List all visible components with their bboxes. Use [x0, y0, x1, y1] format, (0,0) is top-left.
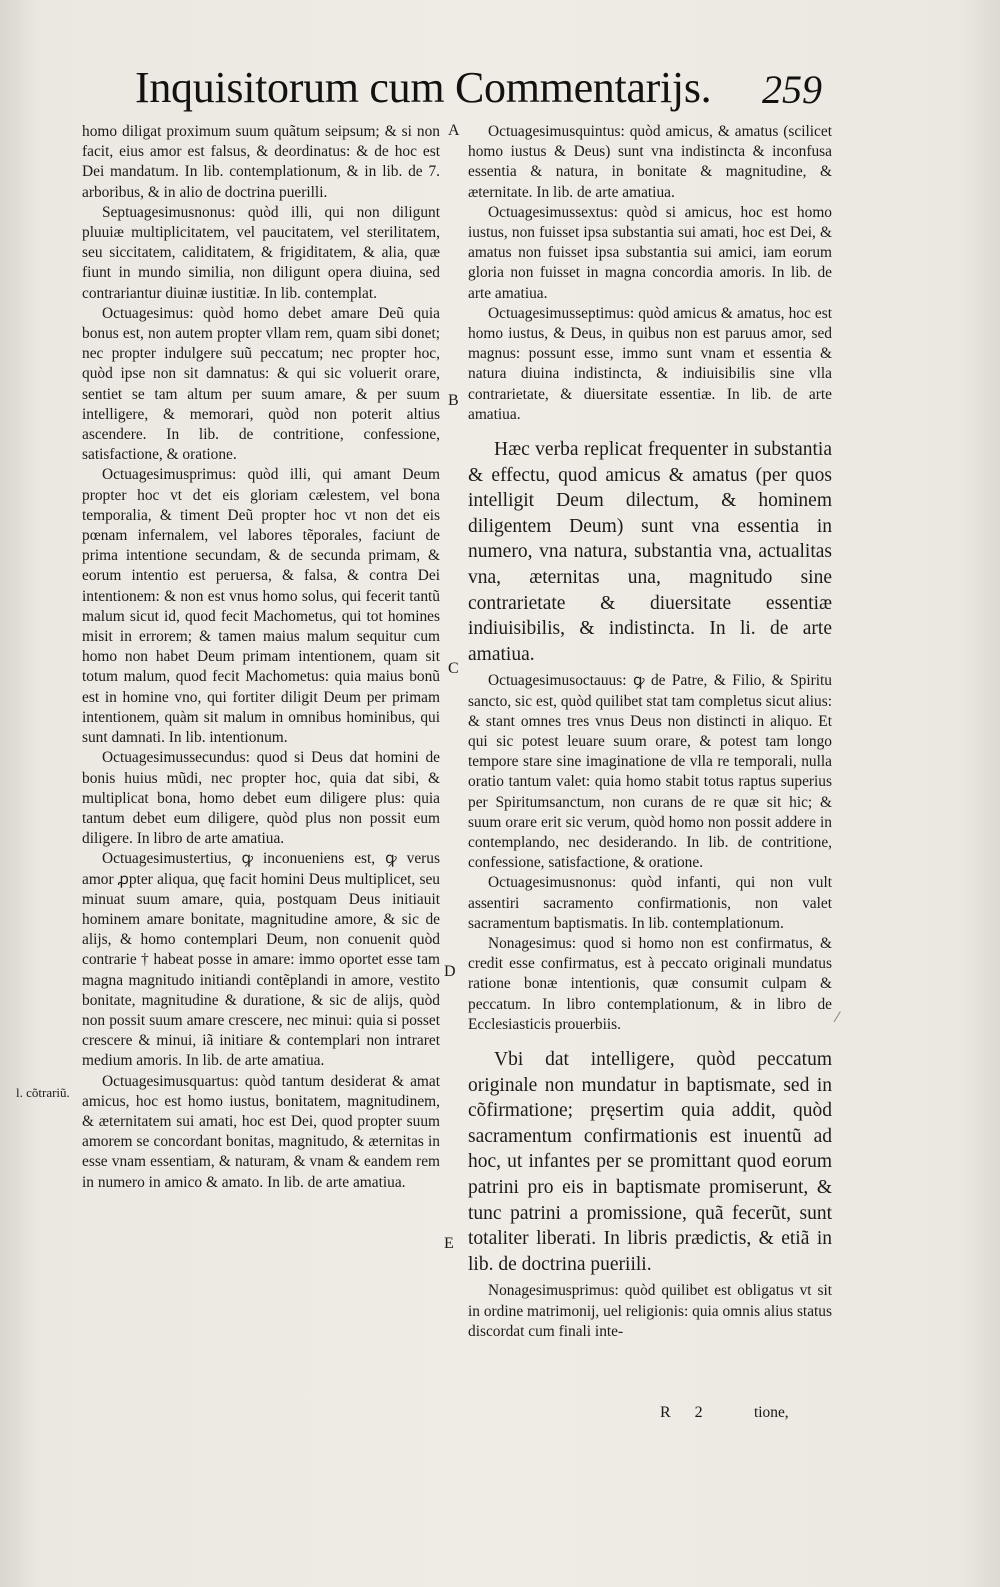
margin-letter-a: A	[448, 122, 460, 139]
margin-letter-e: E	[444, 1235, 454, 1252]
margin-letter-b: B	[448, 392, 459, 409]
running-title: Inquisitorum cum Commentarijs.	[135, 63, 712, 112]
margin-note: l. cõtrariũ.	[16, 1085, 70, 1100]
paragraph: Septuagesimusnonus: quòd illi, qui non diligunt pluuiæ multiplicitatem, vel paucitatem, vel sterilitatem, seu siccitatem, caliditatem, & frigiditatem, & alia, quæ fiunt in mundo similia, non diligunt opera diuina, sed contrariantur diuinæ iustitiæ. In lib. contemplat.	[82, 203, 440, 302]
paragraph: Octuagesimus: quòd homo debet amare Deũ quia bonus est, non autem propter vllam rem, quam sibi donet; nec propter indulgere suũ peccatum; nec propter hoc, quòd ipse non sit damnatus: & qui sic voluerit orare, sentiet se tam altum per suum amare, & per suum intelligere, & memorari, quòd non poterit altius ascendere. In lib. de contritione, confessione, satisfactione, & oratione.	[82, 304, 440, 464]
paragraph: Octuagesimustertius, ꝙ inconueniens est, ꝙ verus amor ꝓpter aliqua, quę facit homini Deus multiplicet, seu minuat suum amare, quia, postquam Deus initiauit hominem amare bonitate, magnitudine amore, & sic de alijs, & homo contemplari Deum, non conuenit quòd contrarie † habeat posse in amare: immo oportet esse tam magna magnitudo initiandi contẽplandi in amore, vestito bonitate, magnitudine & duratione, & sic de alijs, quòd non possit suum amare crescere, nec minui: quia si posset crescere & minui, iã initiare & contemplari non intraret medium amoris. In lib. de arte amatiua.	[82, 850, 440, 1070]
commentary-paragraph: Hæc verba replicat frequenter in substantia & effectu, quod amicus & amatus (per quos intelligit Deum dilectum, & hominem diligentem Deum) sunt vna essentia in numero, vna natura, substantia vna, actualitas vna, æternitas una, magnitudo sine contrarietate & diuersitate essentiæ indiuisibilis, & indistincta. In li. de arte amatiua.	[468, 439, 832, 665]
paragraph: Octuagesimusoctauus: ꝙ de Patre, & Filio, & Spiritu sancto, sic est, quòd quilibet stat tam completus sicut alius: & stant omnes tres vnus Deus non distincti in aliquo. Et qui sic potest leuare suum orare, & potest tam longo tempore stare sine imaginatione de vlla re temporali, nulla oratio tantum valet: quia homo stabit totus raptus superius per Spiritumsanctum, non curans de re quæ sit hic; & suum orare erit sic verum, quòd homo non possit addere in contemplando, nec desiderando. In lib. de contritione, confessione, satisfactione, & oratione.	[468, 672, 832, 872]
right-column	[468, 122, 832, 1342]
paragraph: Octuagesimusquartus: quòd tantum desiderat & amat amicus, hoc est homo iustus, bonitatem, magnitudinem, & æternitatem sui amati, hoc est Dei, quod propter suum amorem se concordant bonitas, magnitudo, & æternitas in esse vnam essentiam, & naturam, & vnam & eandem rem in numero in amico & amato. In lib. de arte amatiua.	[82, 1072, 440, 1191]
paragraph: Octuagesimussextus: quòd si amicus, hoc est homo iustus, non fuisset ipsa substantia sui amati, hoc est Dei, & amatus non fuisset ipsa substantia sui amici, iam eorum gloria non fuisset in magna concordia amoris. In lib. de arte amatiua.	[468, 203, 832, 302]
paragraph: Octuagesimusnonus: quòd infanti, qui non vult assentiri sacramento confirmationis, non valet sacramentum baptismatis. In lib. contemplationum.	[468, 874, 832, 932]
pen-mark: ⁄	[836, 1010, 839, 1026]
folio-number: 259	[762, 67, 822, 112]
paragraph: Nonagesimus: quod si homo non est confirmatus, & credit esse confirmatus, est à peccato originali mundatus ratione bonæ intentionis, quæ consumit culpam & peccatum. In libro contemplationum, & in libro de Ecclesiasticis prouerbiis.	[468, 935, 832, 1033]
paragraph: Octuagesimussecundus: quod si Deus dat homini de bonis huius mũdi, nec propter hoc, quia dat sibi, & multiplicat bona, homo debet eum diligere plus: quia tantum debet eum diligere, quòd plus non possit eum diligere. In libro de arte amatiua.	[82, 749, 440, 848]
commentary-paragraph: Vbi dat intelligere, quòd peccatum originale non mundatur in baptismate, sed in cõfirmatione; pręsertim quia addit, quòd sacramentum confirmationis est inuentũ ad hoc, ut infantes per se promittant quod eorum patrini pro eis in baptismate promiserunt, & tunc patrini a promissione, quã fecerũt, sunt totaliter liberati. In libris prædictis, & etiã in lib. de doctrina pueriili.	[468, 1049, 832, 1275]
paragraph: Octuagesimusquintus: quòd amicus, & amatus (scilicet homo iustus & Deus) sunt vna indistincta & inconfusa essentia & natura, in bonitate & magnitudine, & æternitate. In lib. de arte amatiua.	[468, 123, 832, 201]
paragraph: Nonagesimusprimus: quòd quilibet est obligatus vt sit in ordine matrimonij, uel religionis: quia omnis alius status discordat cum finali inte-	[468, 1282, 832, 1340]
left-column	[82, 122, 440, 1193]
paragraph: Octuagesimusprimus: quòd illi, qui amant Deum propter hoc vt det eis gloriam cælestem, vel bona temporalia, & timent Deũ propter hoc vt non det eis pœnam infernalem, vel labores tẽporales, faciunt de prima intentione secundam, & de secunda primam, & eorum intentio est peruersa, & falsa, & contra Dei intentionem: & non est vnus homo solus, qui fecerit tantũ malum sicut id, quod fecit Machometus, qui tot homines misit in errorem; & tamen maius malum sequitur cum homo non habet Deum primam intentionem, quam sit totum malum, quod fecit Machometus: quia maius bonũ est in homine vno, qui fortiter diligit Deum per primam intentionem, quàm sit malum in omnibus hominibus, qui sunt damnati. In lib. intentionum.	[82, 466, 440, 747]
catchword: tione,	[754, 1404, 789, 1421]
paragraph: Octuagesimusseptimus: quòd amicus & amatus, hoc est homo iustus, & Deus, in quibus non est paruus amor, sed magnus: possunt esse, immo sunt vnam et essentia & natura diuina indistincta, & indiuisibilis sine vlla contrarietate, & diuersitate essentiæ. In lib. de arte amatiua.	[468, 304, 832, 423]
signature-mark: R 2	[660, 1404, 713, 1421]
margin-letter-c: C	[448, 660, 459, 677]
margin-letter-d: D	[444, 963, 456, 980]
paragraph: homo diligat proximum suum quãtum seipsum; & si non facit, eius amor est falsus, & deordinatus: & de hoc est Dei mandatum. In lib. contemplationum, & in lib. de 7. arboribus, & in alio de doctrina puerilli.	[82, 123, 440, 201]
